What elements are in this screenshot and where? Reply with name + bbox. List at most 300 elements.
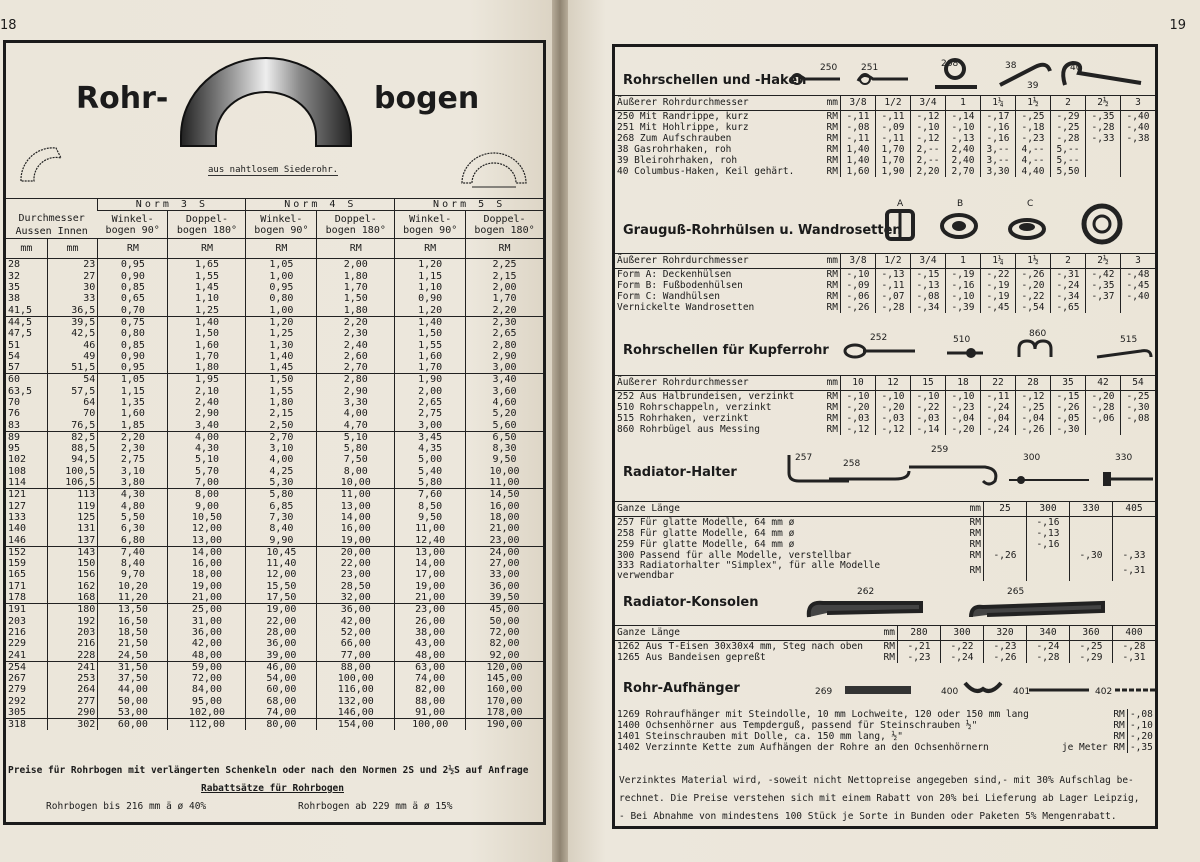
table-cell: 1,70 — [876, 155, 911, 166]
table-cell: 77,00 — [317, 649, 395, 661]
table-cell: 82,00 — [395, 684, 466, 695]
table-cell: -,23 — [898, 652, 941, 663]
table-cell: -,06 — [1086, 413, 1121, 424]
table-cell: 1402 Verzinnte Kette zum Aufhängen der Rohre an den Ochsenhörnern — [617, 741, 989, 753]
table-cell: 1,40 — [395, 316, 466, 328]
table-cell: 3,00 — [466, 362, 543, 374]
table-cell: -,45 — [981, 302, 1016, 313]
table-cell: 2,70 — [946, 166, 981, 177]
table-cell: 133 — [8, 511, 27, 523]
table-cell — [1113, 528, 1156, 539]
table-cell: 11,20 — [98, 592, 168, 604]
table-cell: 44,00 — [98, 684, 168, 695]
table-cell: -,28 — [1086, 402, 1121, 413]
table-cell: 82,5 — [47, 431, 98, 443]
table-cell: 51 — [8, 339, 21, 351]
table-cell: -,14 — [946, 111, 981, 123]
table-cell: 89 — [6, 431, 47, 443]
table-cell: Form B: Fußbodenhülsen — [617, 279, 743, 291]
unit-rm: RM — [98, 239, 168, 259]
s4-figure-number: 257 — [795, 453, 813, 463]
header-cell: 1½ — [1016, 96, 1051, 111]
table-cell: 82,00 — [466, 638, 543, 649]
table-cell: 5,60 — [466, 419, 543, 431]
s2-figure-number: C — [1027, 199, 1034, 209]
simplex-holder-icon — [1099, 469, 1155, 489]
s6-figure-number: 400 — [941, 687, 959, 697]
table-cell: -,15 — [1051, 391, 1086, 403]
table-cell: 0,90 — [98, 351, 168, 362]
table-cell: 1,60 — [395, 351, 466, 362]
table-cell: 203 — [47, 627, 98, 638]
table-cell: 264 — [47, 684, 98, 695]
table-cell: 3,-- — [981, 155, 1016, 166]
table-cell: 2,10 — [168, 386, 246, 397]
table-cell: 160,00 — [466, 684, 543, 695]
table-cell: -,11 — [841, 133, 876, 144]
table-cell: 36,00 — [246, 638, 317, 649]
table-row — [615, 528, 1155, 539]
table-cell: 53,00 — [98, 707, 168, 719]
table-row — [615, 720, 1155, 731]
elbow-diagram-left — [16, 143, 66, 183]
table-cell: 76,5 — [47, 419, 98, 431]
table-cell: -,22 — [941, 641, 984, 653]
table-cell — [1070, 528, 1113, 539]
table-cell: 14,50 — [466, 489, 543, 501]
pipe-bend-illustration — [176, 51, 356, 151]
table-cell: 2,70 — [317, 362, 395, 374]
table-cell: 4,-- — [1016, 155, 1051, 166]
table-cell: 10,00 — [466, 466, 543, 477]
table-cell: Vernickelte Wandrosetten — [617, 301, 755, 313]
table-cell — [1027, 550, 1070, 561]
table-row — [6, 534, 543, 546]
header-cell: 405 — [1113, 502, 1156, 517]
table-cell: 140 — [8, 523, 27, 535]
table-cell: 0,95 — [98, 259, 168, 271]
table-cell: -,23 — [946, 402, 981, 413]
table-cell: -,20 — [841, 402, 876, 413]
table-row — [615, 742, 1155, 753]
table-cell: 1,50 — [395, 328, 466, 339]
table-cell: 66,00 — [317, 638, 395, 649]
table-cell: 143 — [47, 546, 98, 558]
table-row — [615, 424, 1155, 435]
table-cell: 1,60 — [841, 166, 876, 177]
table-cell: 6,85 — [246, 501, 317, 512]
table-cell: -,08 — [911, 291, 946, 302]
table-cell: 16,00 — [317, 523, 395, 534]
table-cell: 100,00 — [395, 719, 466, 731]
table-cell: 2,40 — [946, 155, 981, 166]
norm-3s: Norm 3 S — [98, 199, 246, 211]
s1-table — [615, 95, 1155, 177]
table-cell: 241 — [8, 649, 27, 661]
table-cell: 1,60 — [168, 339, 246, 350]
table-cell: 5,70 — [168, 466, 246, 477]
table-cell: RM — [1113, 730, 1125, 742]
subtitle: aus nahtlosem Siederohr. — [208, 165, 339, 175]
table-cell: 10,00 — [317, 477, 395, 489]
table-cell: 1,70 — [395, 362, 466, 374]
header-cell: 2 — [1051, 96, 1086, 111]
table-cell: 168 — [47, 592, 98, 604]
table-cell: -,11 — [841, 111, 876, 123]
table-cell: 6,80 — [98, 534, 168, 546]
table-cell: -,07 — [876, 291, 911, 302]
s1-figure-number: 268 — [941, 59, 959, 69]
table-cell: 4,40 — [1016, 166, 1051, 177]
header-cell: mm — [939, 502, 984, 517]
table-cell: RM — [883, 640, 895, 652]
s4-table — [615, 501, 1155, 581]
stone-screw-icon — [1027, 683, 1091, 697]
table-cell: 1,30 — [246, 339, 317, 350]
table-cell: RM — [826, 165, 838, 177]
table-cell: 3,00 — [395, 419, 466, 431]
table-cell — [1086, 144, 1121, 155]
table-cell — [1086, 424, 1121, 435]
table-cell: -,25 — [1051, 122, 1086, 133]
table-cell: 12,40 — [395, 534, 466, 546]
table-cell: 39,5 — [47, 316, 98, 328]
table-cell: 1,55 — [168, 271, 246, 282]
table-cell: 159 — [8, 558, 27, 570]
table-row — [6, 649, 543, 661]
table-cell: 13,00 — [395, 546, 466, 558]
table-cell: 9,90 — [246, 534, 317, 546]
s4-figure-number: 258 — [843, 459, 861, 469]
table-row — [615, 111, 1155, 123]
table-cell: -,26 — [1016, 269, 1051, 281]
footnote-discount: rechnet. Die Preise verstehen sich mit einem Rabatt von 20% bei Lieferung ab Lager Leipzig, — [619, 793, 1140, 804]
table-cell — [1121, 155, 1156, 166]
pipe-clamp-icon — [785, 69, 845, 89]
table-cell: 2,25 — [466, 259, 543, 271]
table-cell: RM — [826, 154, 838, 166]
table-cell: -,26 — [984, 652, 1027, 663]
table-cell: -,24 — [941, 652, 984, 663]
table-row — [615, 280, 1155, 291]
table-cell: 1,80 — [246, 397, 317, 408]
table-row — [6, 477, 543, 489]
table-cell: 95,00 — [168, 696, 246, 707]
table-cell: 38,00 — [395, 627, 466, 638]
header-cell: 300 — [941, 626, 984, 641]
table-cell: 13,00 — [317, 501, 395, 512]
table-cell: 8,30 — [466, 443, 543, 454]
table-cell: -,42 — [1086, 269, 1121, 281]
table-cell: 178 — [8, 592, 27, 604]
table-cell: 1,45 — [168, 282, 246, 293]
table-row — [6, 558, 543, 569]
table-cell: -,34 — [1051, 291, 1086, 302]
table-cell: 5,10 — [317, 431, 395, 443]
table-cell: 5,40 — [395, 466, 466, 477]
table-cell: 1,15 — [395, 271, 466, 282]
table-cell: 25,00 — [168, 604, 246, 616]
header-cell: 3/4 — [911, 254, 946, 269]
table-cell: 318 — [6, 719, 47, 731]
table-cell: 1,65 — [168, 259, 246, 271]
table-cell: 15,50 — [246, 581, 317, 592]
table-row — [6, 696, 543, 707]
table-cell: 2,40 — [946, 144, 981, 155]
table-cell: 2,90 — [317, 386, 395, 397]
table-row — [615, 155, 1155, 166]
table-cell: 5,80 — [317, 443, 395, 454]
table-cell: 2,00 — [317, 259, 395, 271]
table-cell: 3,-- — [981, 144, 1016, 155]
table-cell: 9,70 — [98, 569, 168, 580]
table-cell: RM — [826, 401, 838, 413]
radiator-holder-icon — [1007, 473, 1091, 487]
table-cell: -,22 — [911, 402, 946, 413]
header-cell: 54 — [1121, 376, 1156, 391]
table-cell: 2,80 — [317, 374, 395, 386]
table-cell: 1,40 — [841, 155, 876, 166]
table-cell: 2,60 — [317, 351, 395, 362]
header-cell: 3/8 — [841, 254, 876, 269]
table-cell — [1070, 561, 1113, 581]
table-cell: 253 — [47, 673, 98, 684]
table-row — [6, 419, 543, 431]
table-cell: 5,20 — [466, 408, 543, 419]
header-cell: 1/2 — [876, 254, 911, 269]
table-cell: 9,50 — [466, 454, 543, 465]
table-cell: 7,50 — [317, 454, 395, 465]
table-cell: 47,5 — [8, 328, 33, 340]
table-cell: -,18 — [1016, 122, 1051, 133]
copper-clamp-icon — [843, 343, 919, 359]
title-bogen: bogen — [374, 81, 480, 116]
table-cell: 216 — [8, 626, 27, 638]
table-cell: 2,00 — [466, 282, 543, 293]
table-cell: 23,00 — [317, 569, 395, 580]
elbow-diagram-right — [458, 143, 530, 191]
table-cell: 36,00 — [317, 604, 395, 616]
table-cell: 154,00 — [317, 719, 395, 731]
table-cell: 2,20 — [911, 166, 946, 177]
table-cell: 216 — [47, 638, 98, 649]
table-cell: 2,-- — [911, 144, 946, 155]
table-cell: 23,00 — [395, 604, 466, 616]
unit-rm: RM — [168, 239, 246, 259]
table-cell: 9,50 — [395, 512, 466, 523]
table-row — [6, 501, 543, 512]
table-row — [615, 291, 1155, 302]
table-cell: 258 Für glatte Modelle, 64 mm ø — [617, 527, 795, 539]
table-cell: 54 — [47, 374, 98, 386]
s2-header-row — [615, 254, 1155, 269]
norm-4s: Norm 4 S — [246, 199, 395, 211]
table-cell: -,40 — [1121, 111, 1156, 123]
right-page — [568, 0, 1200, 862]
table-row — [615, 391, 1155, 403]
table-cell: 241 — [47, 661, 98, 673]
table-cell: -,24 — [1027, 641, 1070, 653]
s3-figure-number: 515 — [1120, 335, 1138, 345]
pipe-bend-table — [6, 198, 543, 730]
s3-header-row — [615, 376, 1155, 391]
table-cell: 127 — [8, 500, 27, 512]
table-row — [615, 652, 1155, 663]
s6-title: Rohr-Aufhänger — [623, 681, 740, 696]
table-cell: 119 — [47, 501, 98, 512]
table-row — [6, 386, 543, 397]
table-cell — [984, 528, 1027, 539]
s1-figure-number: 251 — [861, 63, 879, 73]
table-cell: RM — [826, 290, 838, 302]
table-cell: 108 — [8, 465, 27, 477]
table-cell: -,28 — [876, 302, 911, 313]
table-row — [6, 271, 543, 282]
table-cell: 16,00 — [466, 501, 543, 512]
table-cell: 35 — [8, 282, 21, 294]
norm-5s: Norm 5 S — [395, 199, 543, 211]
table-cell: 137 — [47, 534, 98, 546]
table-cell: 191 — [6, 604, 47, 616]
table-cell: 4,60 — [466, 397, 543, 408]
table-cell: 14,00 — [317, 512, 395, 523]
table-cell: 2,90 — [168, 408, 246, 419]
table-cell: 6,30 — [98, 523, 168, 534]
table-cell: 39,00 — [246, 649, 317, 661]
table-cell: 0,95 — [98, 362, 168, 374]
header-cell: mm — [809, 254, 841, 269]
table-cell: 14,00 — [168, 546, 246, 558]
table-cell: -,04 — [981, 413, 1016, 424]
table-cell: 7,00 — [168, 477, 246, 489]
table-cell: -,12 — [1016, 391, 1051, 403]
table-cell: -,23 — [984, 641, 1027, 653]
table-cell: 3,40 — [168, 419, 246, 431]
table-cell: -,25 — [1016, 402, 1051, 413]
pipe-clamp-icon — [853, 69, 913, 89]
header-cell: 360 — [1070, 626, 1113, 641]
table-cell: 48,00 — [168, 649, 246, 661]
table-cell: 74,00 — [395, 673, 466, 684]
table-cell: 33 — [47, 293, 98, 304]
table-row — [615, 122, 1155, 133]
table-cell: -,35 — [1086, 111, 1121, 123]
header-cell: 300 — [1027, 502, 1070, 517]
table-cell: -,12 — [841, 424, 876, 435]
table-cell: -,26 — [1051, 402, 1086, 413]
left-frame — [3, 40, 546, 825]
table-cell: 171 — [8, 580, 27, 592]
table-cell: RM — [826, 412, 838, 424]
table-row — [6, 443, 543, 454]
table-cell: 8,50 — [395, 501, 466, 512]
table-cell: 68,00 — [246, 696, 317, 707]
table-cell: -,12 — [911, 133, 946, 144]
table-cell: -,03 — [876, 413, 911, 424]
table-row — [615, 269, 1155, 281]
table-cell: 57 — [8, 362, 21, 374]
table-cell: 2,-- — [911, 155, 946, 166]
table-cell: -,29 — [1070, 652, 1113, 663]
table-cell: 30 — [47, 282, 98, 293]
table-cell: 2,30 — [98, 443, 168, 454]
s5-figure-number: 262 — [857, 587, 875, 597]
table-cell: 16,00 — [168, 558, 246, 569]
table-cell: -,10 — [911, 122, 946, 133]
table-cell: 1,80 — [168, 362, 246, 374]
table-cell: 5,50 — [98, 512, 168, 523]
table-cell: 2,20 — [317, 316, 395, 328]
table-cell: 0,75 — [98, 316, 168, 328]
table-cell: -,11 — [981, 391, 1016, 403]
table-cell: 3,10 — [98, 466, 168, 477]
table-cell: 95 — [8, 443, 21, 455]
table-cell: 46 — [47, 339, 98, 350]
table-cell: -,16 — [1027, 517, 1070, 529]
table-cell: 1,70 — [466, 293, 543, 304]
radiator-console-icon — [967, 597, 1107, 623]
table-cell: 150 — [47, 558, 98, 569]
table-cell: 60 — [6, 374, 47, 386]
table-cell: -,21 — [898, 641, 941, 653]
table-cell: 4,80 — [98, 501, 168, 512]
table-cell: 36,00 — [466, 581, 543, 592]
table-cell: 2,30 — [317, 328, 395, 339]
table-cell: 4,00 — [246, 454, 317, 465]
table-row — [6, 328, 543, 339]
table-cell: 102,00 — [168, 707, 246, 719]
ochsenhorn-icon — [961, 679, 1005, 699]
table-cell: 4,25 — [246, 466, 317, 477]
header-cell: 1½ — [1016, 254, 1051, 269]
table-row — [6, 604, 543, 616]
table-cell: 228 — [47, 649, 98, 661]
table-cell: -,13 — [911, 280, 946, 291]
table-cell: 45,00 — [466, 604, 543, 616]
table-cell: 42,00 — [317, 616, 395, 627]
table-cell: 21,00 — [168, 592, 246, 604]
s3-figure-number: 860 — [1029, 329, 1047, 339]
table-cell: 3,10 — [246, 443, 317, 454]
table-cell: 1,25 — [246, 328, 317, 339]
table-cell: 72,00 — [466, 627, 543, 638]
table-cell: -,19 — [981, 280, 1016, 291]
table-cell: -,08 — [841, 122, 876, 133]
s1-figure-number: 38 — [1005, 61, 1017, 71]
table-cell: -,20 — [876, 402, 911, 413]
table-cell: 88,00 — [395, 696, 466, 707]
table-cell: 5,50 — [1051, 166, 1086, 177]
wandhuelse-icon — [1007, 215, 1047, 241]
table-row — [6, 316, 543, 328]
table-cell: 3,60 — [466, 386, 543, 397]
table-cell: 1,50 — [246, 374, 317, 386]
table-cell: -,13 — [876, 269, 911, 281]
table-cell: 2,75 — [98, 454, 168, 465]
table-cell: -,24 — [981, 402, 1016, 413]
table-cell: RM — [826, 423, 838, 435]
table-cell: -,28 — [1113, 641, 1156, 653]
table-cell: -,13 — [1027, 528, 1070, 539]
header-cell: Ganze Länge — [615, 502, 939, 517]
table-cell: 23,00 — [466, 534, 543, 546]
s4-figure-number: 330 — [1115, 453, 1133, 463]
table-cell: 515 Rohrhaken, verzinkt — [617, 412, 749, 424]
table-cell: 4,30 — [168, 443, 246, 454]
col-winkel-3s: Winkel- bogen 90° — [98, 211, 168, 239]
footnote-quantity: - Bei Abnahme von mindestens 100 Stück je Sorte in Bunden oder Paketen 5% Mengenrabatt. — [619, 811, 1117, 822]
footnote-prices: Preise für Rohrbogen mit verlängerten Schenkeln oder nach den Normen 2S und 2½S auf Anfrage — [8, 765, 529, 776]
